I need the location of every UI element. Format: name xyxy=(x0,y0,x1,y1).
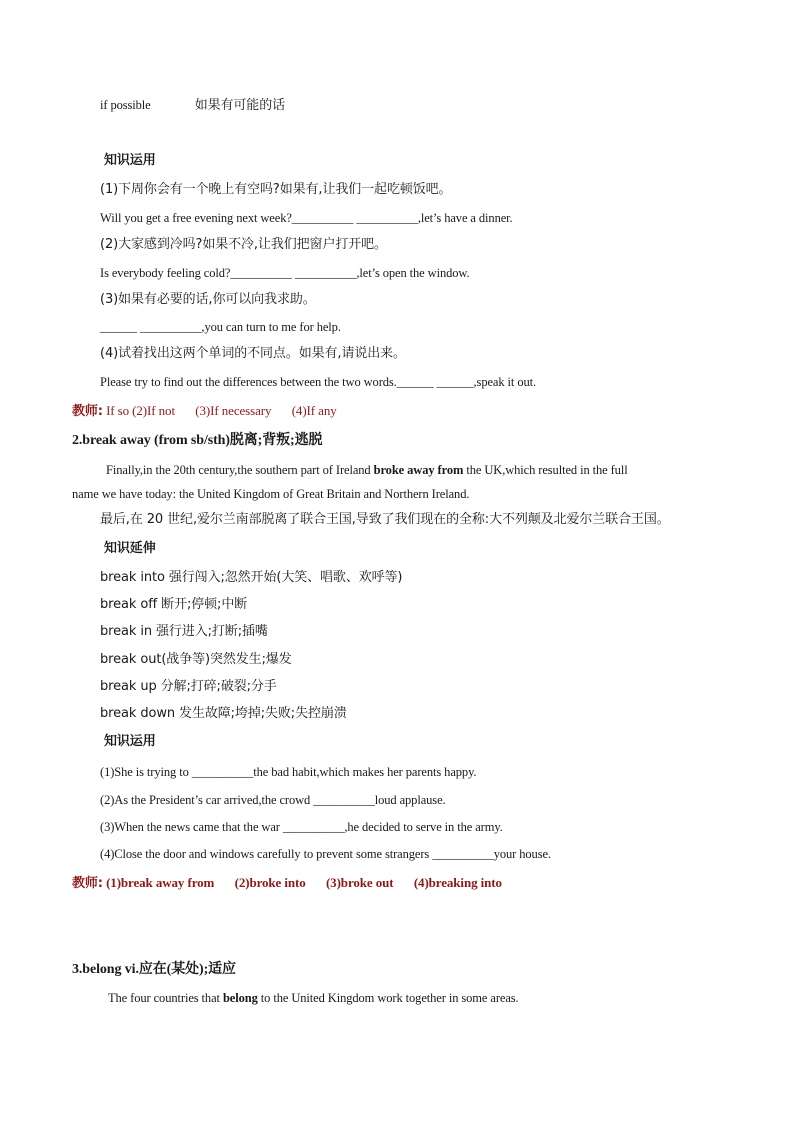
exercise-q2-en: Is everybody feeling cold?__________ __________,let’s open the window. xyxy=(100,266,470,280)
section-title-apply: 知识运用 xyxy=(104,153,156,168)
highlight-word: belong xyxy=(222,991,258,1005)
phrase-row xyxy=(100,96,285,115)
exercise-q3-en: ______ __________,you can turn to me for help. xyxy=(100,320,341,334)
exercise-q4-en: Please try to find out the differences between the two words.______ ______,speak it out. xyxy=(100,375,537,389)
example-sentence-3: The four countries that belong to the United Kingdom work together in some areas. xyxy=(108,991,519,1005)
answer-item: (1)break away from xyxy=(106,875,215,890)
phrase-en: if possible xyxy=(100,98,151,112)
example-sentence: Finally,in the 20th century,the southern part of Ireland broke away from the UK,which resulted in the full xyxy=(106,463,628,477)
teacher-answer-2 xyxy=(72,874,502,893)
exercise-item: (1)She is trying to __________the bad habit,which makes her parents happy. xyxy=(100,765,477,779)
exercise-item: (3)When the news came that the war __________,he decided to serve in the army. xyxy=(100,820,503,834)
phrase-cn: 如果有可能的话 xyxy=(194,98,286,113)
highlight-phrase: broke away from xyxy=(373,463,464,477)
exercise-q1-en: Will you get a free evening next week?__________ __________,let’s have a dinner. xyxy=(100,211,513,225)
answer-item: (4)breaking into xyxy=(413,875,502,890)
extend-item: break in 强行进入;打断;插嘴 xyxy=(100,624,268,639)
extend-item: break into 强行闯入;忽然开始(大笑、唱歌、欢呼等) xyxy=(100,570,403,585)
extend-item: break down 发生故障;垮掉;失败;失控崩溃 xyxy=(100,706,347,721)
answer-item: (4)If any xyxy=(291,403,337,418)
extend-item: break off 断开;停顿;中断 xyxy=(100,597,248,612)
teacher-label: 教师: xyxy=(72,876,103,891)
extend-item: break up 分解;打碎;破裂;分手 xyxy=(100,679,277,694)
exercise-item: (4)Close the door and windows carefully to prevent some strangers __________your house. xyxy=(100,847,551,861)
section-heading-2: 2.break away (from sb/sth)脱离;背叛;逃脱 xyxy=(72,433,323,448)
exercise-q3-cn: (3)如果有必要的话,你可以向我求助。 xyxy=(100,292,316,307)
section-title-extend: 知识延伸 xyxy=(104,541,156,556)
answer-item: (3)If necessary xyxy=(195,403,272,418)
example-sentence-cont: name we have today: the United Kingdom of Great Britain and Northern Ireland. xyxy=(72,487,470,501)
teacher-answer-1 xyxy=(72,402,337,421)
extend-item: break out(战争等)突然发生;爆发 xyxy=(100,652,292,667)
exercise-q2-cn: (2)大家感到冷吗?如果不冷,让我们把窗户打开吧。 xyxy=(100,237,387,252)
exercise-item: (2)As the President’s car arrived,the crowd __________loud applause. xyxy=(100,793,446,807)
exercise-q4-cn: (4)试着找出这两个单词的不同点。如果有,请说出来。 xyxy=(100,346,406,361)
example-translation: 最后,在 20 世纪,爱尔兰南部脱离了联合王国,导致了我们现在的全称:大不列颠及北爱尔兰联合王国。 xyxy=(100,512,670,527)
section-heading-3: 3.belong vi.应在(某处);适应 xyxy=(72,962,236,977)
section-title-apply-2: 知识运用 xyxy=(104,734,156,749)
answer-item: (3)broke out xyxy=(325,875,394,890)
exercise-q1-cn: (1)下周你会有一个晚上有空吗?如果有,让我们一起吃顿饭吧。 xyxy=(100,182,452,197)
teacher-label: 教师: xyxy=(72,404,103,419)
answer-item: If so (2)If not xyxy=(106,403,175,418)
answer-item: (2)broke into xyxy=(234,875,306,890)
